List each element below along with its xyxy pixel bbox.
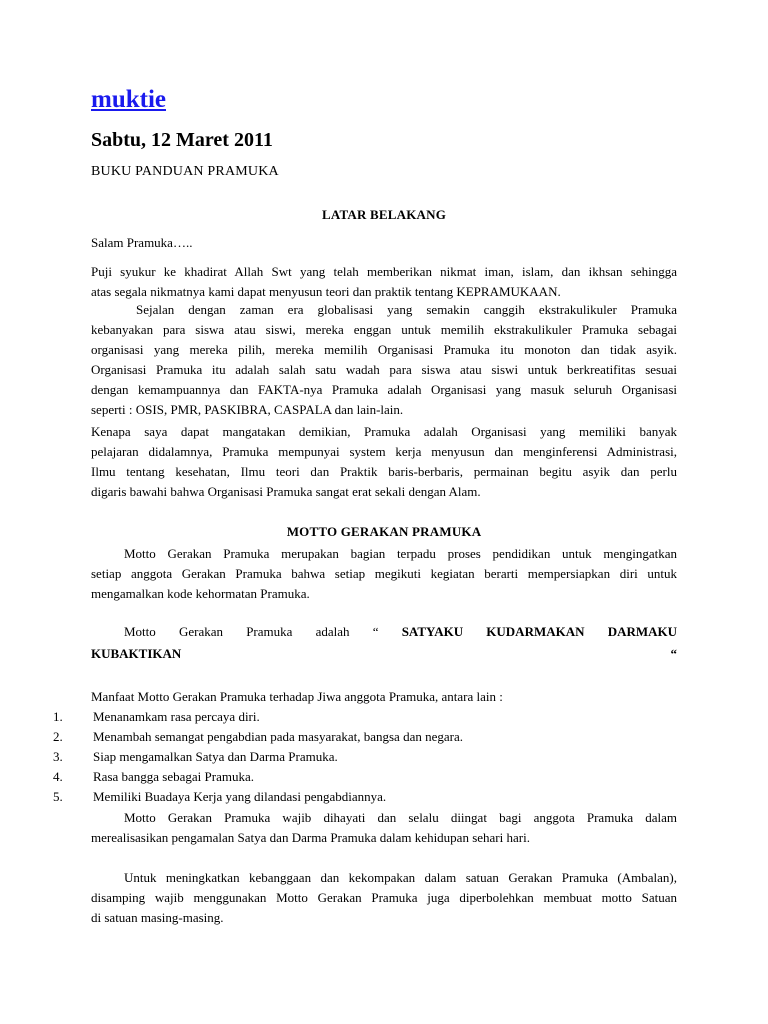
paragraph-line: Organisasi Pramuka itu adalah salah satu wadah para siswa atau siswi untuk berkreatifitas sesuai (91, 362, 677, 377)
paragraph-motto-intro (91, 544, 677, 604)
paragraph-motto-satuan (91, 868, 677, 928)
paragraph-line: organisasi yang mereka pilih, mereka memilih Organisasi Pramuka itu monoton dan tidak asyik. (91, 342, 677, 357)
paragraph-line: seperti : OSIS, PMR, PASKIBRA, CASPALA dan lain-lain. (91, 402, 404, 417)
manfaat-intro: Manfaat Motto Gerakan Pramuka terhadap Jiwa anggota Pramuka, antara lain : (91, 689, 503, 704)
paragraph-line: pelajaran didalamnya, Pramuka mempunyai system kerja menyusun dan menginferensi Administrasi, (91, 444, 677, 459)
list-number: 5. (53, 789, 63, 804)
blog-title-link[interactable]: muktie (91, 86, 166, 113)
list-item: Memiliki Buadaya Kerja yang dilandasi pengabdiannya. (93, 789, 387, 804)
paragraph-line: Motto Gerakan Pramuka merupakan bagian terpadu proses pendidikan untuk mengingatkan (124, 546, 677, 561)
paragraph-line: disamping wajib menggunakan Motto Gerakan Pramuka juga diperbolehkan membuat motto Satuan (91, 890, 677, 905)
list-item: Rasa bangga sebagai Pramuka. (93, 769, 255, 784)
list-number: 2. (53, 729, 63, 744)
salam-text: Salam Pramuka….. (91, 235, 193, 250)
list-number: 1. (53, 709, 63, 724)
list-item: Siap mengamalkan Satya dan Darma Pramuka. (93, 749, 338, 764)
paragraph-line: Kenapa saya dapat mangatakan demikian, Pramuka adalah Organisasi yang memiliki banyak (91, 424, 677, 439)
motto-lead-word: Motto (124, 624, 156, 639)
motto-statement (91, 624, 677, 668)
paragraph-kenapa (91, 422, 677, 502)
motto-lead-word: Gerakan (178, 624, 224, 639)
paragraph-line: Untuk meningkatkan kebanggaan dan kekompakan dalam satuan Gerakan Pramuka (Ambalan), (124, 870, 677, 885)
paragraph-line: dengan kemampuannya dan FAKTA-nya Pramuka adalah Organisasi yang masuk seluruh Organisasi (91, 382, 677, 397)
paragraph-line: Sejalan dengan zaman era globalisasi yang semakin canggih ekstrakulikuler Pramuka (136, 302, 677, 317)
paragraph-line: kebanyakan para siswa atau siswi, mereka enggan untuk memilih ekstrakulikuler Pramuka sebagai (91, 322, 677, 337)
list-item: Menanamkam rasa percaya diri. (93, 709, 260, 724)
motto-lead-word: Pramuka (246, 624, 293, 639)
paragraph-line: digaris bawahi bahwa Organisasi Pramuka sangat erat sekali dengan Alam. (91, 484, 481, 499)
list-item: Menambah semangat pengabdian pada masyarakat, bangsa dan negara. (93, 729, 463, 744)
paragraph-line: mengamalkan kode kehormatan Pramuka. (91, 586, 310, 601)
paragraph-line: merealisasikan pengamalan Satya dan Darma Pramuka dalam kehidupan sehari hari. (91, 830, 530, 845)
motto-line (91, 624, 677, 646)
paragraph-globalisasi (91, 300, 677, 420)
list-number: 4. (53, 769, 63, 784)
motto-line-2: KUBAKTIKAN “ (91, 646, 677, 661)
post-date: Sabtu, 12 Maret 2011 (91, 129, 273, 151)
motto-word: KUDARMAKAN (486, 624, 585, 639)
motto-word: SATYAKU (401, 624, 464, 639)
paragraph-line: atas segala nikmatnya kami dapat menyusun teori dan praktik tentang KEPRAMUKAAN. (91, 284, 561, 299)
motto-lead-word: “ (372, 624, 379, 639)
paragraph-line: setiap anggota Gerakan Pramuka bahwa setiap megikuti kegiatan berarti mempersiapkan diri untuk (91, 566, 677, 581)
paragraph-line: Motto Gerakan Pramuka wajib dihayati dan selalu diingat bagi anggota Pramuka dalam (124, 810, 677, 825)
paragraph-line: di satuan masing-masing. (91, 910, 224, 925)
paragraph-line: Ilmu tentang kesehatan, Ilmu teori dan Praktik baris-berbaris, permainan begitu asyik dan perlu (91, 464, 677, 479)
paragraph-motto-wajib (91, 808, 677, 848)
list-number: 3. (53, 749, 63, 764)
paragraph-line: Puji syukur ke khadirat Allah Swt yang telah memberikan nikmat iman, islam, dan ikhsan sehingga (91, 264, 677, 279)
section-heading-motto: MOTTO GERAKAN PRAMUKA (286, 524, 482, 539)
paragraph-intro (91, 262, 677, 302)
motto-word: DARMAKU (607, 624, 678, 639)
post-title: BUKU PANDUAN PRAMUKA (91, 164, 279, 179)
motto-lead-word: adalah (315, 624, 350, 639)
section-heading-latar-belakang: LATAR BELAKANG (321, 207, 447, 222)
